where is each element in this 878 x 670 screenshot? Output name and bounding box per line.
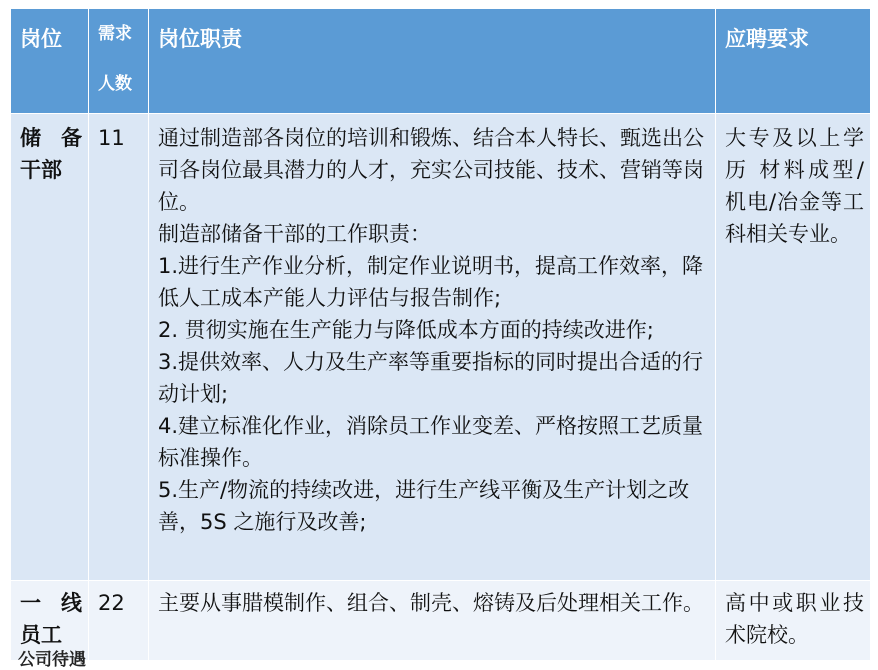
header-requirements: 应聘要求 [716, 9, 871, 114]
position-line1: 储备 [20, 126, 82, 150]
duty-paragraph: 2. 贯彻实施在生产能力与降低成本方面的持续改进作; [158, 318, 654, 342]
position-line2: 员工 [20, 623, 62, 647]
position-cell [11, 581, 89, 661]
duties-cell [149, 114, 716, 581]
position-cell [11, 114, 89, 581]
duty-paragraph: 1.进行生产作业分析，制定作业说明书，提高工作效率，降低人工成本产能人力评估与报告制作; [158, 254, 704, 310]
duty-paragraph: 4.建立标准化作业，消除员工作业变差、严格按照工艺质量标准操作。 [158, 414, 704, 470]
duty-paragraph: 3.提供效率、人力及生产率等重要指标的同时提出合适的行动计划; [158, 350, 704, 406]
headcount-cell: 22 [89, 581, 149, 661]
header-position: 岗位 [11, 9, 89, 114]
duty-paragraph: 主要从事腊模制作、组合、制壳、熔铸及后处理相关工作。 [158, 591, 704, 615]
header-headcount-line2: 人数 [98, 74, 132, 94]
requirements-cell: 大专及以上学历 材料成型/机电/冶金等工科相关专业。 [716, 114, 871, 581]
duty-paragraph: 5.生产/物流的持续改进，进行生产线平衡及生产计划之改善，5S 之施行及改善; [158, 478, 690, 534]
headcount-cell: 11 [89, 114, 149, 581]
duty-paragraph: 通过制造部各岗位的培训和锻炼、结合本人特长、甄选出公司各岗位最具潜力的人才，充实公司技能、技术、营销等岗位。 [158, 126, 704, 214]
next-section-heading: 公司待遇 [18, 650, 86, 670]
table-row [11, 581, 871, 661]
header-duties: 岗位职责 [149, 9, 716, 114]
table-header-row [11, 9, 871, 114]
position-line1: 一线 [20, 591, 82, 615]
recruitment-table [10, 8, 871, 661]
header-headcount-line1: 需求 [98, 24, 132, 44]
table-row [11, 114, 871, 581]
header-headcount [89, 9, 149, 114]
duty-paragraph: 制造部储备干部的工作职责： [158, 222, 431, 246]
requirements-cell: 高中或职业技术院校。 [716, 581, 871, 661]
duties-cell [149, 581, 716, 661]
position-line2: 干部 [20, 158, 62, 182]
